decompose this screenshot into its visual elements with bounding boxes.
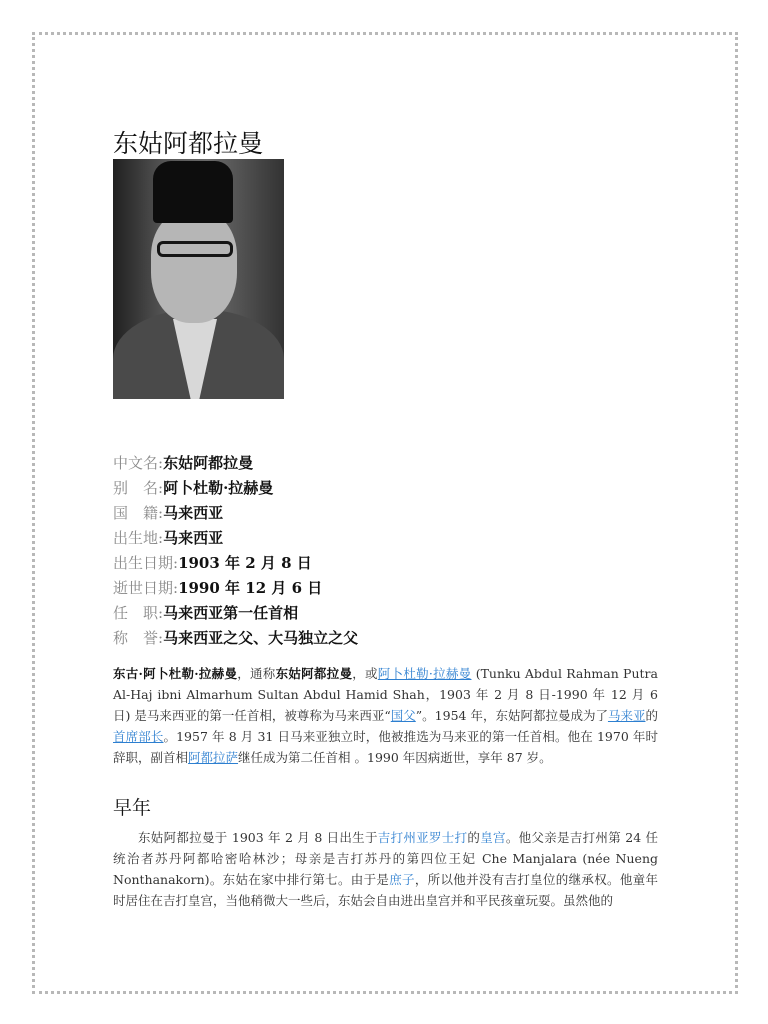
portrait-photo — [113, 159, 284, 399]
info-row-nationality: 国 籍:马来西亚 — [113, 504, 224, 522]
section-heading-early-life: 早年 — [113, 797, 152, 819]
link-palace[interactable]: 皇宫 — [480, 830, 506, 845]
info-row-birthplace: 出生地:马来西亚 — [113, 529, 224, 547]
link-alor-setar[interactable]: 吉打州亚罗士打 — [377, 830, 468, 845]
info-row-death-date: 逝世日期:1990 年 12 月 6 日 — [113, 579, 323, 597]
info-row-position: 任 职:马来西亚第一任首相 — [113, 604, 299, 622]
info-row-honor: 称 誉:马来西亚之父、大马独立之父 — [113, 629, 359, 647]
link-father-of-nation[interactable]: 国父 — [390, 708, 416, 723]
link-illegitimate-child[interactable]: 庶子 — [389, 872, 415, 887]
link-malaya[interactable]: 马来亚 — [607, 708, 646, 723]
link-abdul-rahman[interactable]: 阿卜杜勒·拉赫曼 — [377, 666, 472, 681]
info-box — [113, 451, 358, 651]
info-row-birth-date: 出生日期:1903 年 2 月 8 日 — [113, 554, 312, 572]
link-abdul-razak[interactable]: 阿都拉萨 — [188, 750, 239, 765]
info-row-alias: 别 名:阿卜杜勒·拉赫曼 — [113, 479, 274, 497]
early-life-paragraph: 东姑阿都拉曼于 1903 年 2 月 8 日出生于吉打州亚罗士打的皇宫。他父亲是吉打州第 24 任统治者苏丹阿都哈密哈林沙；母亲是吉打苏丹的第四位王妃 Che Manjalara (née Nueng Nonthanakorn)。东姑在家中排行第七。由于是庶子，所以他并没有吉打皇位的继承权。他童年时居住在吉打皇宫，当他稍微大一些后，东姑会自由进出皇宫并和平民孩童玩耍。虽然他的 — [113, 830, 658, 908]
link-chief-minister[interactable]: 首席部长 — [113, 729, 164, 744]
intro-paragraph: 东古·阿卜杜勒·拉赫曼，通称东姑阿都拉曼，或阿卜杜勒·拉赫曼 (Tunku Abdul Rahman Putra Al-Haj ibni Almarhum Sultan Abdul Hamid Shah，1903 年 2 月 8 日-1990 年 12 月 6 日) 是马来西亚的第一任首相，被尊称为马来西亚“国父”。1954 年，东姑阿都拉曼成为了马来亚的首席部长。1957 年 8 月 31 日马来亚独立时，他被推选为马来亚的第一任首相。他在 1970 年时辞职，副首相阿都拉萨继任成为第二任首相 。1990 年因病逝世，享年 87 岁。 — [113, 666, 658, 765]
info-row-chinese-name: 中文名:东姑阿都拉曼 — [113, 454, 254, 472]
page-title: 东姑阿都拉曼 — [113, 129, 264, 158]
